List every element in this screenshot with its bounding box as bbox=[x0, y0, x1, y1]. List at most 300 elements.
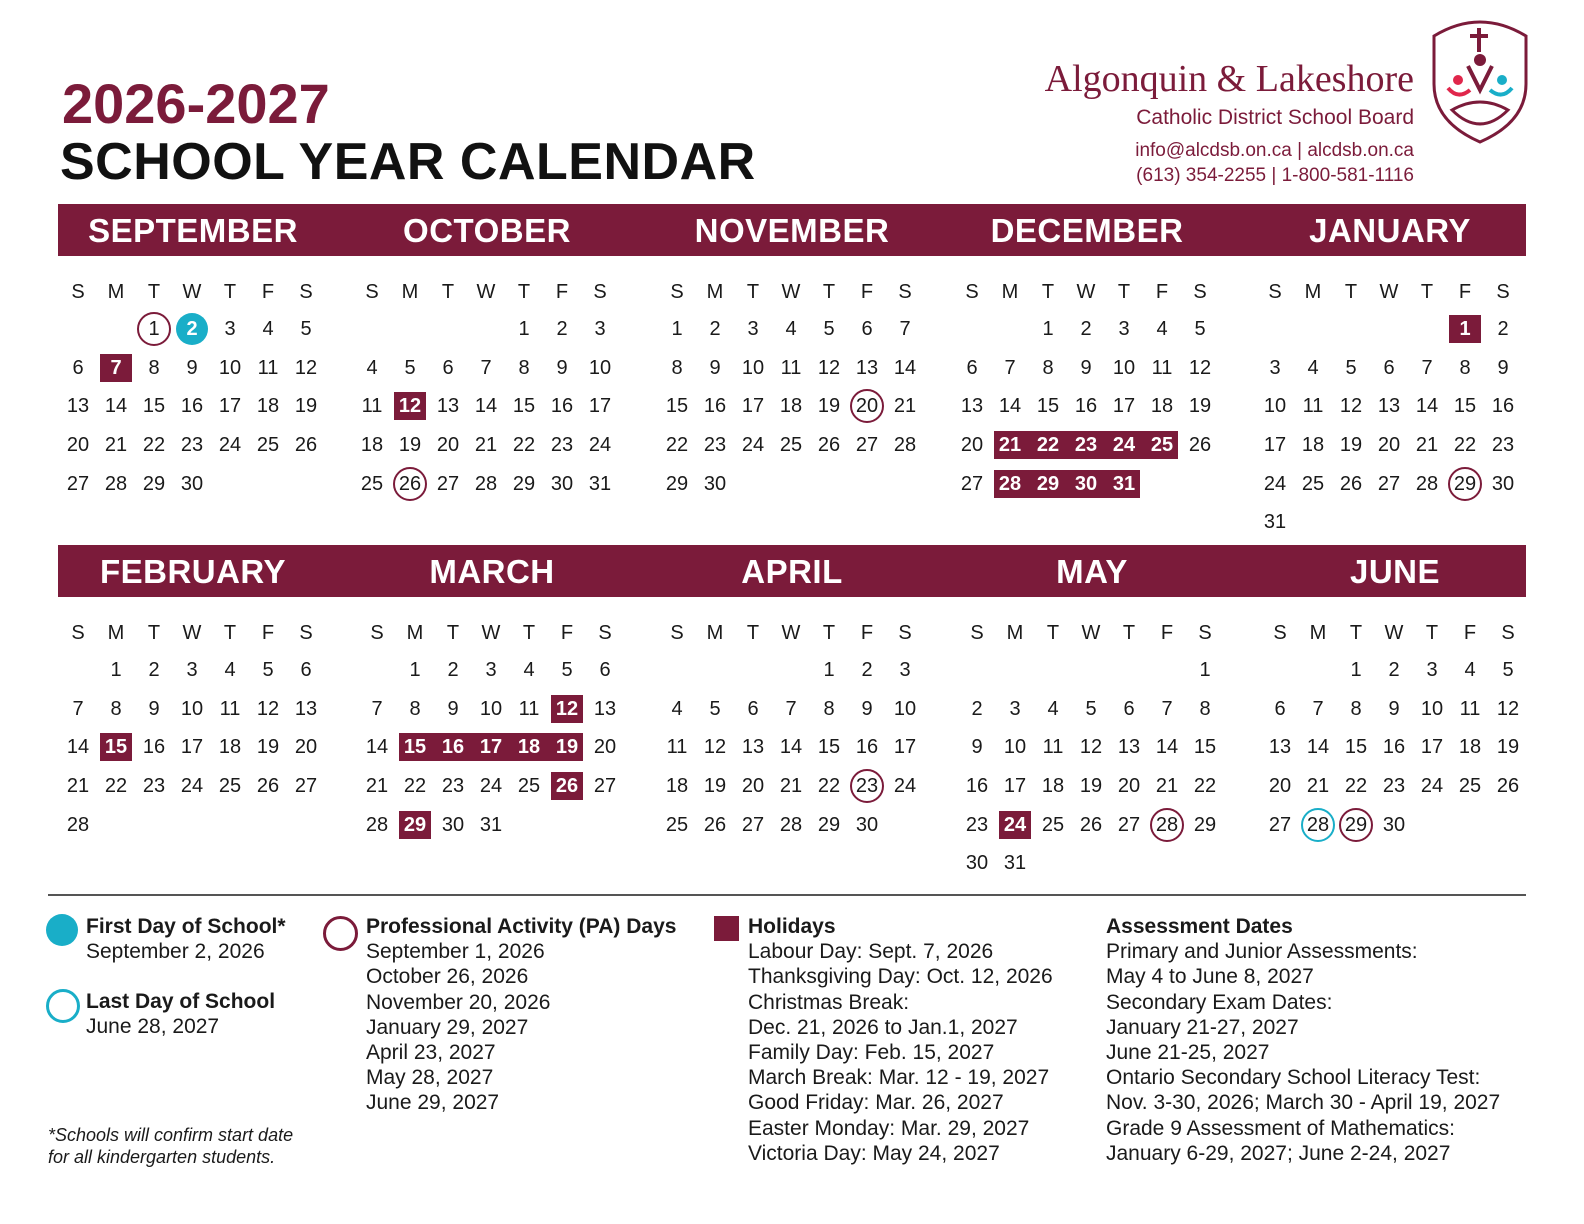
weekday-header: M bbox=[1001, 280, 1019, 303]
holiday-day: 31 bbox=[1105, 470, 1143, 498]
day: 13 bbox=[855, 356, 879, 379]
calendar-title: SCHOOL YEAR CALENDAR bbox=[60, 133, 756, 191]
day: 22 bbox=[817, 775, 841, 798]
empty-day bbox=[249, 470, 287, 498]
day: 26 bbox=[1339, 472, 1363, 495]
day: 6 bbox=[966, 356, 978, 379]
weekday-header: S bbox=[970, 621, 984, 644]
weekday-header-row bbox=[358, 615, 639, 651]
day: 22 bbox=[104, 775, 128, 798]
legend-item: January 29, 2027 bbox=[366, 1015, 529, 1039]
week-row bbox=[353, 426, 634, 465]
day: 29 bbox=[512, 472, 536, 495]
day: 16 bbox=[855, 736, 879, 759]
day: 18 bbox=[1150, 395, 1174, 418]
empty-day bbox=[1294, 315, 1332, 343]
day: 17 bbox=[741, 395, 765, 418]
day: 21 bbox=[1306, 775, 1330, 798]
day: 8 bbox=[1350, 697, 1362, 720]
day: 25 bbox=[1041, 813, 1065, 836]
day: 25 bbox=[218, 775, 242, 798]
week-row bbox=[658, 728, 939, 767]
day: 10 bbox=[180, 697, 204, 720]
day: 4 bbox=[262, 318, 274, 341]
day: 6 bbox=[1383, 356, 1395, 379]
empty-day bbox=[358, 656, 396, 684]
empty-day bbox=[772, 470, 810, 498]
footnote bbox=[48, 1124, 293, 1168]
day: 21 bbox=[779, 775, 803, 798]
day: 20 bbox=[1268, 775, 1292, 798]
day: 5 bbox=[1194, 318, 1206, 341]
day: 30 bbox=[1491, 472, 1515, 495]
day: 10 bbox=[218, 356, 242, 379]
week-row bbox=[953, 464, 1234, 503]
empty-day bbox=[1451, 811, 1489, 839]
weekday-header: M bbox=[107, 621, 125, 644]
week-row bbox=[59, 805, 340, 844]
holiday-marker-icon bbox=[714, 916, 739, 941]
day: 17 bbox=[1263, 434, 1287, 457]
day: 16 bbox=[550, 395, 574, 418]
week-row bbox=[658, 387, 939, 426]
legend-item: Christmas Break: bbox=[748, 990, 910, 1014]
month-name: SEPTEMBER bbox=[88, 212, 298, 249]
day: 5 bbox=[262, 659, 274, 682]
legend-item: September 1, 2026 bbox=[366, 940, 545, 964]
day: 18 bbox=[665, 775, 689, 798]
day: 30 bbox=[855, 813, 879, 836]
weekday-header-row bbox=[353, 274, 634, 310]
legend-pa-days-title: Professional Activity (PA) Days bbox=[366, 915, 677, 938]
day: 9 bbox=[1388, 697, 1400, 720]
day: 18 bbox=[360, 434, 384, 457]
legend-item: June 29, 2027 bbox=[366, 1091, 500, 1115]
day: 16 bbox=[1382, 736, 1406, 759]
day: 2 bbox=[861, 659, 873, 682]
weekday-header: M bbox=[401, 280, 419, 303]
day: 4 bbox=[1156, 318, 1168, 341]
legend-item: Family Day: Feb. 15, 2027 bbox=[748, 1041, 995, 1065]
week-row bbox=[958, 690, 1239, 729]
weekday-header: T bbox=[1349, 621, 1363, 644]
holiday-day: 26 bbox=[548, 772, 586, 800]
day: 8 bbox=[409, 697, 421, 720]
weekday-header: M bbox=[1006, 621, 1024, 644]
day: 10 bbox=[1112, 356, 1136, 379]
weekday-header: T bbox=[746, 280, 760, 303]
holiday-day: 24 bbox=[996, 811, 1034, 839]
empty-day bbox=[429, 315, 467, 343]
day: 22 bbox=[1453, 434, 1477, 457]
day: 13 bbox=[1377, 395, 1401, 418]
day: 19 bbox=[256, 736, 280, 759]
empty-day bbox=[658, 656, 696, 684]
day: 25 bbox=[779, 434, 803, 457]
day: 8 bbox=[671, 356, 683, 379]
legend-item: January 6-29, 2027; June 2-24, 2027 bbox=[1106, 1141, 1451, 1165]
day: 21 bbox=[1155, 775, 1179, 798]
day: 15 bbox=[1453, 395, 1477, 418]
weekday-header: T bbox=[223, 621, 237, 644]
day: 20 bbox=[593, 736, 617, 759]
first-day-marker-icon bbox=[46, 914, 78, 946]
day: 16 bbox=[1491, 395, 1515, 418]
day: 21 bbox=[365, 775, 389, 798]
last-day-marker-icon bbox=[46, 989, 80, 1023]
day: 23 bbox=[441, 775, 465, 798]
week-row bbox=[59, 728, 340, 767]
pa-day: 29 bbox=[1337, 811, 1375, 839]
day: 30 bbox=[180, 472, 204, 495]
month-name: NOVEMBER bbox=[694, 212, 890, 249]
holiday-day: 15 bbox=[396, 733, 434, 761]
day: 8 bbox=[1199, 697, 1211, 720]
empty-day bbox=[1143, 470, 1181, 498]
day: 12 bbox=[817, 356, 841, 379]
empty-day bbox=[953, 315, 991, 343]
pa-day: 1 bbox=[135, 315, 173, 343]
day: 17 bbox=[1112, 395, 1136, 418]
month-january bbox=[1243, 204, 1537, 542]
day: 4 bbox=[523, 659, 535, 682]
day: 23 bbox=[965, 813, 989, 836]
day: 11 bbox=[1042, 736, 1064, 759]
day: 27 bbox=[741, 813, 765, 836]
day: 15 bbox=[665, 395, 689, 418]
day: 4 bbox=[1464, 659, 1476, 682]
day: 9 bbox=[186, 356, 198, 379]
day: 21 bbox=[474, 434, 498, 457]
day: 18 bbox=[218, 736, 242, 759]
day: 7 bbox=[1312, 697, 1324, 720]
day: 7 bbox=[1004, 356, 1016, 379]
day: 11 bbox=[1151, 356, 1173, 379]
day: 7 bbox=[480, 356, 492, 379]
day: 12 bbox=[1496, 697, 1520, 720]
weekday-header: T bbox=[746, 621, 760, 644]
day: 11 bbox=[780, 356, 802, 379]
legend-last-day-date: June 28, 2027 bbox=[86, 1015, 220, 1039]
empty-day bbox=[810, 470, 848, 498]
week-row bbox=[358, 690, 639, 729]
day: 2 bbox=[1080, 318, 1092, 341]
pa-day-marker-icon bbox=[323, 916, 358, 951]
legend-item: June 21-25, 2027 bbox=[1106, 1041, 1270, 1065]
weekday-header-row bbox=[59, 615, 340, 651]
day: 3 bbox=[594, 318, 606, 341]
day: 27 bbox=[1117, 813, 1141, 836]
day: 7 bbox=[371, 697, 383, 720]
day: 8 bbox=[148, 356, 160, 379]
weekday-header: T bbox=[441, 280, 455, 303]
week-row bbox=[59, 349, 340, 388]
week-row bbox=[1256, 349, 1537, 388]
month-september bbox=[46, 204, 340, 503]
day: 17 bbox=[180, 736, 204, 759]
day: 27 bbox=[960, 472, 984, 495]
empty-day bbox=[886, 470, 924, 498]
day: 21 bbox=[1415, 434, 1439, 457]
day: 28 bbox=[1415, 472, 1439, 495]
month-february bbox=[46, 545, 340, 844]
day: 10 bbox=[893, 697, 917, 720]
day: 15 bbox=[1344, 736, 1368, 759]
weekday-header: M bbox=[107, 280, 125, 303]
legend-item: Ontario Secondary School Literacy Test: bbox=[1106, 1066, 1481, 1090]
week-row bbox=[1261, 728, 1542, 767]
holiday-day: 28 bbox=[991, 470, 1029, 498]
day: 18 bbox=[1301, 434, 1325, 457]
legend-item: Primary and Junior Assessments: bbox=[1106, 940, 1418, 964]
day: 21 bbox=[893, 395, 917, 418]
day: 16 bbox=[965, 775, 989, 798]
holiday-day: 19 bbox=[548, 733, 586, 761]
board-name: Algonquin & Lakeshore bbox=[1044, 58, 1414, 100]
weekday-header: S bbox=[1496, 280, 1510, 303]
day: 8 bbox=[518, 356, 530, 379]
day: 13 bbox=[436, 395, 460, 418]
day: 2 bbox=[447, 659, 459, 682]
day: 3 bbox=[899, 659, 911, 682]
weekday-header: W bbox=[476, 280, 496, 303]
day: 26 bbox=[294, 434, 318, 457]
month-november bbox=[645, 204, 939, 503]
day: 5 bbox=[404, 356, 416, 379]
empty-day bbox=[59, 315, 97, 343]
day: 12 bbox=[703, 736, 727, 759]
day: 20 bbox=[741, 775, 765, 798]
weekday-header: T bbox=[1117, 280, 1131, 303]
day: 11 bbox=[257, 356, 279, 379]
week-row bbox=[59, 464, 340, 503]
day: 7 bbox=[1421, 356, 1433, 379]
legend-last-day bbox=[86, 989, 275, 1039]
weekday-header: M bbox=[706, 280, 724, 303]
day: 23 bbox=[1491, 434, 1515, 457]
week-row bbox=[658, 464, 939, 503]
empty-day bbox=[510, 811, 548, 839]
day: 15 bbox=[512, 395, 536, 418]
weekday-header: T bbox=[517, 280, 531, 303]
empty-day bbox=[97, 811, 135, 839]
holiday-day: 21 bbox=[991, 431, 1029, 459]
day: 24 bbox=[588, 434, 612, 457]
holiday-day: 7 bbox=[97, 354, 135, 382]
empty-day bbox=[1181, 470, 1219, 498]
weekday-header: F bbox=[860, 621, 874, 644]
day: 6 bbox=[861, 318, 873, 341]
day: 27 bbox=[855, 434, 879, 457]
week-row bbox=[658, 349, 939, 388]
legend-first-day bbox=[86, 914, 286, 964]
week-row bbox=[953, 349, 1234, 388]
calendar-year: 2026-2027 bbox=[62, 72, 330, 135]
day: 1 bbox=[671, 318, 683, 341]
day: 3 bbox=[1269, 356, 1281, 379]
day: 29 bbox=[142, 472, 166, 495]
empty-day bbox=[1261, 656, 1299, 684]
day: 16 bbox=[142, 736, 166, 759]
first-school-day: 2 bbox=[173, 315, 211, 343]
week-row bbox=[1261, 651, 1542, 690]
weekday-header: S bbox=[1273, 621, 1287, 644]
week-row bbox=[1256, 387, 1537, 426]
legend-item: November 20, 2026 bbox=[366, 990, 551, 1014]
empty-day bbox=[548, 811, 586, 839]
day: 25 bbox=[360, 472, 384, 495]
legend-first-day-date: September 2, 2026 bbox=[86, 940, 265, 964]
day: 15 bbox=[1036, 395, 1060, 418]
day: 10 bbox=[479, 697, 503, 720]
day: 13 bbox=[1268, 736, 1292, 759]
month-march bbox=[345, 545, 639, 844]
weekday-header: S bbox=[593, 280, 607, 303]
month-may bbox=[945, 545, 1239, 883]
day: 19 bbox=[398, 434, 422, 457]
day: 16 bbox=[1074, 395, 1098, 418]
day: 6 bbox=[300, 659, 312, 682]
empty-day bbox=[991, 315, 1029, 343]
day: 17 bbox=[1420, 736, 1444, 759]
week-row bbox=[353, 387, 634, 426]
day: 31 bbox=[1263, 511, 1287, 534]
day: 28 bbox=[66, 813, 90, 836]
day: 26 bbox=[1496, 775, 1520, 798]
day: 12 bbox=[294, 356, 318, 379]
day: 19 bbox=[1339, 434, 1363, 457]
day: 25 bbox=[256, 434, 280, 457]
day: 8 bbox=[1042, 356, 1054, 379]
day: 6 bbox=[72, 356, 84, 379]
holiday-day: 29 bbox=[396, 811, 434, 839]
holiday-day: 12 bbox=[391, 392, 429, 420]
day: 12 bbox=[256, 697, 280, 720]
day: 18 bbox=[779, 395, 803, 418]
day: 30 bbox=[1382, 813, 1406, 836]
weekday-header: T bbox=[822, 621, 836, 644]
day: 27 bbox=[1268, 813, 1292, 836]
empty-day bbox=[772, 656, 810, 684]
day: 23 bbox=[550, 434, 574, 457]
day: 15 bbox=[1193, 736, 1217, 759]
weekday-header: T bbox=[147, 621, 161, 644]
day: 11 bbox=[361, 395, 383, 418]
week-row bbox=[958, 767, 1239, 806]
weekday-header: S bbox=[1501, 621, 1515, 644]
empty-day bbox=[1408, 315, 1446, 343]
weekday-header-row bbox=[658, 274, 939, 310]
day: 14 bbox=[66, 736, 90, 759]
weekday-header: T bbox=[822, 280, 836, 303]
day: 7 bbox=[1161, 697, 1173, 720]
week-row bbox=[953, 387, 1234, 426]
weekday-header: M bbox=[406, 621, 424, 644]
weekday-header: W bbox=[182, 621, 202, 644]
legend-holidays bbox=[748, 914, 1053, 1166]
day: 18 bbox=[1458, 736, 1482, 759]
weekday-header: W bbox=[1384, 621, 1404, 644]
weekday-header-row bbox=[958, 615, 1239, 651]
week-row bbox=[958, 651, 1239, 690]
empty-day bbox=[1413, 811, 1451, 839]
legend-item: March Break: Mar. 12 - 19, 2027 bbox=[748, 1066, 1050, 1090]
school-board-block bbox=[1045, 58, 1414, 188]
month-name: JUNE bbox=[1349, 553, 1441, 590]
empty-day bbox=[1110, 849, 1148, 877]
day: 30 bbox=[965, 852, 989, 875]
empty-day bbox=[353, 315, 391, 343]
day: 17 bbox=[218, 395, 242, 418]
empty-day bbox=[1186, 849, 1224, 877]
legend-item: Victoria Day: May 24, 2027 bbox=[748, 1141, 1000, 1165]
month-name: MAY bbox=[1056, 553, 1128, 590]
day: 19 bbox=[1079, 775, 1103, 798]
day: 19 bbox=[703, 775, 727, 798]
weekday-header: W bbox=[481, 621, 501, 644]
day: 3 bbox=[186, 659, 198, 682]
weekday-header-row bbox=[1256, 274, 1537, 310]
day: 2 bbox=[709, 318, 721, 341]
holiday-day: 30 bbox=[1067, 470, 1105, 498]
day: 10 bbox=[1263, 395, 1287, 418]
empty-day bbox=[1332, 315, 1370, 343]
legend-item: Labour Day: Sept. 7, 2026 bbox=[748, 940, 994, 964]
pa-day: 29 bbox=[1446, 470, 1484, 498]
day: 11 bbox=[1302, 395, 1324, 418]
day: 1 bbox=[823, 659, 835, 682]
day: 15 bbox=[142, 395, 166, 418]
week-row bbox=[59, 651, 340, 690]
day: 14 bbox=[104, 395, 128, 418]
empty-day bbox=[1148, 849, 1186, 877]
weekday-header: F bbox=[860, 280, 874, 303]
day: 4 bbox=[671, 697, 683, 720]
day: 19 bbox=[1188, 395, 1212, 418]
weekday-header: S bbox=[898, 621, 912, 644]
weekday-header: S bbox=[299, 621, 313, 644]
day: 12 bbox=[1339, 395, 1363, 418]
day: 13 bbox=[593, 697, 617, 720]
legend-first-day-title: First Day of School* bbox=[86, 915, 286, 938]
day: 7 bbox=[785, 697, 797, 720]
day: 13 bbox=[66, 395, 90, 418]
empty-day bbox=[1484, 508, 1522, 536]
day: 11 bbox=[518, 697, 540, 720]
empty-day bbox=[467, 315, 505, 343]
month-name: APRIL bbox=[741, 553, 843, 590]
legend-item: Good Friday: Mar. 26, 2027 bbox=[748, 1091, 1004, 1115]
empty-day bbox=[1256, 315, 1294, 343]
empty-day bbox=[1110, 656, 1148, 684]
day: 27 bbox=[436, 472, 460, 495]
day: 17 bbox=[588, 395, 612, 418]
empty-day bbox=[249, 811, 287, 839]
weekday-header: S bbox=[1268, 280, 1282, 303]
day: 4 bbox=[224, 659, 236, 682]
day: 19 bbox=[817, 395, 841, 418]
weekday-header: T bbox=[1420, 280, 1434, 303]
day: 16 bbox=[180, 395, 204, 418]
day: 23 bbox=[1382, 775, 1406, 798]
day: 23 bbox=[703, 434, 727, 457]
day: 4 bbox=[1047, 697, 1059, 720]
holiday-day: 25 bbox=[1143, 431, 1181, 459]
day: 14 bbox=[998, 395, 1022, 418]
day: 10 bbox=[1420, 697, 1444, 720]
weekday-header-row bbox=[658, 615, 939, 651]
legend-item: Secondary Exam Dates: bbox=[1106, 990, 1333, 1014]
